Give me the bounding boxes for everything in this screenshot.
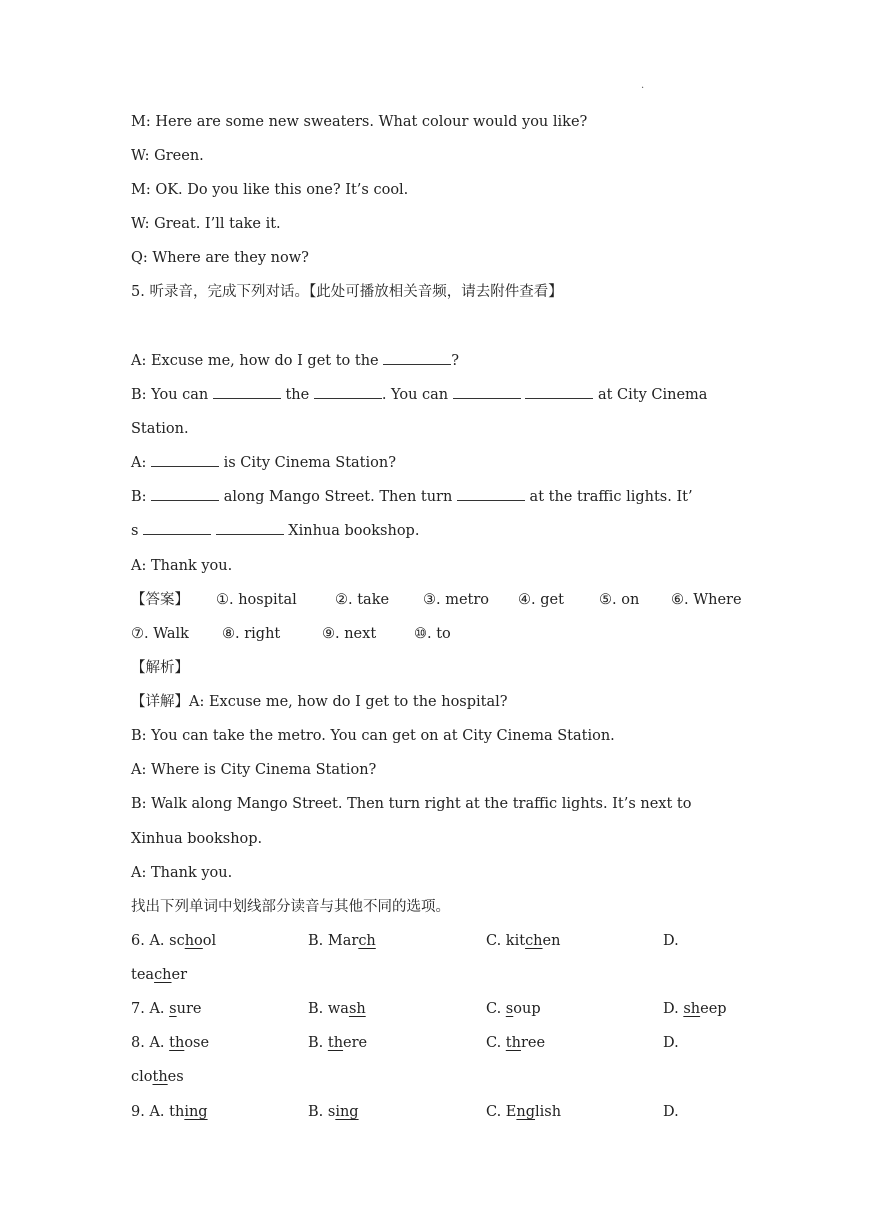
text: at City Cinema xyxy=(593,387,708,403)
word-part: lish xyxy=(535,1104,562,1120)
question-5-heading xyxy=(131,282,563,302)
text: s xyxy=(131,523,144,539)
q5-line-5 xyxy=(131,487,693,507)
option-letter: B. xyxy=(308,1104,324,1120)
text: B: You can xyxy=(131,387,213,403)
answer-blank-5[interactable] xyxy=(525,386,593,399)
word-part: clo xyxy=(131,1069,153,1085)
option-c[interactable] xyxy=(486,999,541,1019)
option-b[interactable] xyxy=(308,1033,367,1053)
text: the xyxy=(280,387,314,403)
option-b[interactable] xyxy=(308,931,376,951)
question-number: 9. xyxy=(131,1104,145,1120)
underlined-part: sh xyxy=(683,1001,701,1017)
underlined-part: ho xyxy=(184,933,203,949)
word-part: kit xyxy=(505,933,526,949)
q5-line-6 xyxy=(131,521,419,541)
option-d[interactable]: D. xyxy=(663,1104,679,1120)
answer-blank-10[interactable] xyxy=(216,522,284,535)
question-number: 8. xyxy=(131,1035,145,1051)
detail-label: 【详解】 xyxy=(131,694,189,710)
option-letter: B. xyxy=(308,1001,324,1017)
text: ? xyxy=(451,353,460,369)
dialog-line: W: Great. I’ll take it. xyxy=(131,216,281,232)
option-letter: A. xyxy=(149,1104,165,1120)
word-part: sc xyxy=(169,933,185,949)
underlined-part: ing xyxy=(184,1104,208,1120)
detail-line: A: Thank you. xyxy=(131,865,233,881)
answer-item: ①. hospital xyxy=(216,592,297,608)
question-number: 6. xyxy=(131,933,145,949)
option-letter: B. xyxy=(308,1035,324,1051)
answer-label: 【答案】 xyxy=(131,592,189,608)
word-part: oup xyxy=(513,1001,541,1017)
q5-line-2 xyxy=(131,385,707,405)
text: A: Excuse me, how do I get to the xyxy=(131,353,384,369)
option-letter: D. xyxy=(663,1001,679,1017)
underlined-part: th xyxy=(169,1035,185,1051)
answer-blank-7[interactable] xyxy=(151,488,219,501)
text: A: xyxy=(131,455,151,471)
option-d-word xyxy=(131,1067,184,1087)
option-letter: C. xyxy=(486,1001,502,1017)
word-part: ure xyxy=(176,1001,202,1017)
underlined-part: ch xyxy=(525,933,543,949)
answer-item: ⑩. to xyxy=(414,626,451,642)
word-part: ree xyxy=(520,1035,546,1051)
phonics-instruction: 找出下列单词中划线部分读音与其他不同的选项。 xyxy=(131,899,450,915)
answer-item: ⑧. right xyxy=(222,626,281,642)
option-b[interactable] xyxy=(308,999,366,1019)
word-part: ose xyxy=(184,1035,210,1051)
underlined-part: ch xyxy=(154,967,172,983)
word-part: wa xyxy=(327,1001,349,1017)
dialog-line: M: Here are some new sweaters. What colour would you like? xyxy=(131,114,588,130)
underlined-part: th xyxy=(152,1069,168,1085)
answer-blank-1[interactable] xyxy=(383,352,451,365)
q5-line-1 xyxy=(131,351,459,371)
answer-item: ⑤. on xyxy=(599,592,640,608)
answer-blank-3[interactable] xyxy=(314,386,382,399)
q5-line-4 xyxy=(131,453,396,473)
option-letter: C. xyxy=(486,1035,502,1051)
detail-line: A: Where is City Cinema Station? xyxy=(131,762,377,778)
word-part: tea xyxy=(131,967,155,983)
option-letter: A. xyxy=(149,1035,165,1051)
question-7 xyxy=(131,999,201,1019)
option-letter: B. xyxy=(308,933,324,949)
question-instruction: 听录音，完成下列对话。【此处可播放相关音频，请去附件查看】 xyxy=(149,284,563,300)
answer-blank-2[interactable] xyxy=(213,386,281,399)
detail-line: B: Walk along Mango Street. Then turn right at the traffic lights. It’s next to xyxy=(131,796,692,812)
option-d[interactable]: D. xyxy=(663,933,679,949)
answer-item: ⑦. Walk xyxy=(131,626,189,642)
detail-line xyxy=(131,692,508,712)
detail-line: Xinhua bookshop. xyxy=(131,831,263,847)
question-6 xyxy=(131,931,216,951)
option-d-word xyxy=(131,965,187,985)
word-part: s xyxy=(327,1104,336,1120)
answer-blank-6[interactable] xyxy=(151,454,219,467)
underlined-part: s xyxy=(169,1001,177,1017)
answer-blank-4[interactable] xyxy=(453,386,521,399)
option-letter: A. xyxy=(149,1001,165,1017)
text: along Mango Street. Then turn xyxy=(219,489,457,505)
text: Xinhua bookshop. xyxy=(283,523,420,539)
question-9 xyxy=(131,1102,208,1122)
underlined-part: ng xyxy=(516,1104,536,1120)
option-letter: A. xyxy=(149,933,165,949)
option-letter: C. xyxy=(486,1104,502,1120)
text: is City Cinema Station? xyxy=(218,455,396,471)
analysis-label: 【解析】 xyxy=(131,660,189,676)
answer-item: ④. get xyxy=(518,592,564,608)
underlined-part: sh xyxy=(348,1001,366,1017)
text: B: xyxy=(131,489,152,505)
q5-line-7: A: Thank you. xyxy=(131,558,233,574)
page-mark: . xyxy=(641,80,645,91)
option-b[interactable] xyxy=(308,1102,359,1122)
option-c[interactable] xyxy=(486,931,560,951)
answer-item: ⑨. next xyxy=(322,626,377,642)
underlined-part: ch xyxy=(358,933,376,949)
underlined-part: ing xyxy=(335,1104,359,1120)
q5-line-3: Station. xyxy=(131,421,189,437)
word-part: ol xyxy=(202,933,217,949)
word-part: Mar xyxy=(327,933,359,949)
word-part: eep xyxy=(700,1001,727,1017)
answer-blank-8[interactable] xyxy=(457,488,525,501)
option-c[interactable] xyxy=(486,1033,545,1053)
text: . You can xyxy=(381,387,453,403)
word-part: es xyxy=(167,1069,184,1085)
option-d[interactable]: D. xyxy=(663,1035,679,1051)
underlined-part: th xyxy=(505,1035,521,1051)
detail-line: B: You can take the metro. You can get on at City Cinema Station. xyxy=(131,728,615,744)
word-part: E xyxy=(505,1104,517,1120)
text: A: Excuse me, how do I get to the hospital? xyxy=(189,694,508,710)
question-number: 7. xyxy=(131,1001,145,1017)
dialog-line: M: OK. Do you like this one? It’s cool. xyxy=(131,182,409,198)
word-part: er xyxy=(171,967,188,983)
answer-item: ⑥. Where xyxy=(671,592,742,608)
question-8 xyxy=(131,1033,209,1053)
answer-item: ③. metro xyxy=(423,592,490,608)
word-part: en xyxy=(542,933,561,949)
dialog-line: W: Green. xyxy=(131,148,204,164)
underlined-part: th xyxy=(327,1035,344,1051)
option-letter: C. xyxy=(486,933,502,949)
option-d[interactable] xyxy=(663,999,727,1019)
word-part: ere xyxy=(343,1035,368,1051)
option-c[interactable] xyxy=(486,1102,561,1122)
answer-blank-9[interactable] xyxy=(143,522,211,535)
answer-item: ②. take xyxy=(335,592,390,608)
word-part: th xyxy=(169,1104,185,1120)
text: at the traffic lights. It’ xyxy=(524,489,693,505)
dialog-line: Q: Where are they now? xyxy=(131,250,309,266)
question-number: 5. xyxy=(131,284,145,300)
underlined-part: s xyxy=(505,1001,514,1017)
